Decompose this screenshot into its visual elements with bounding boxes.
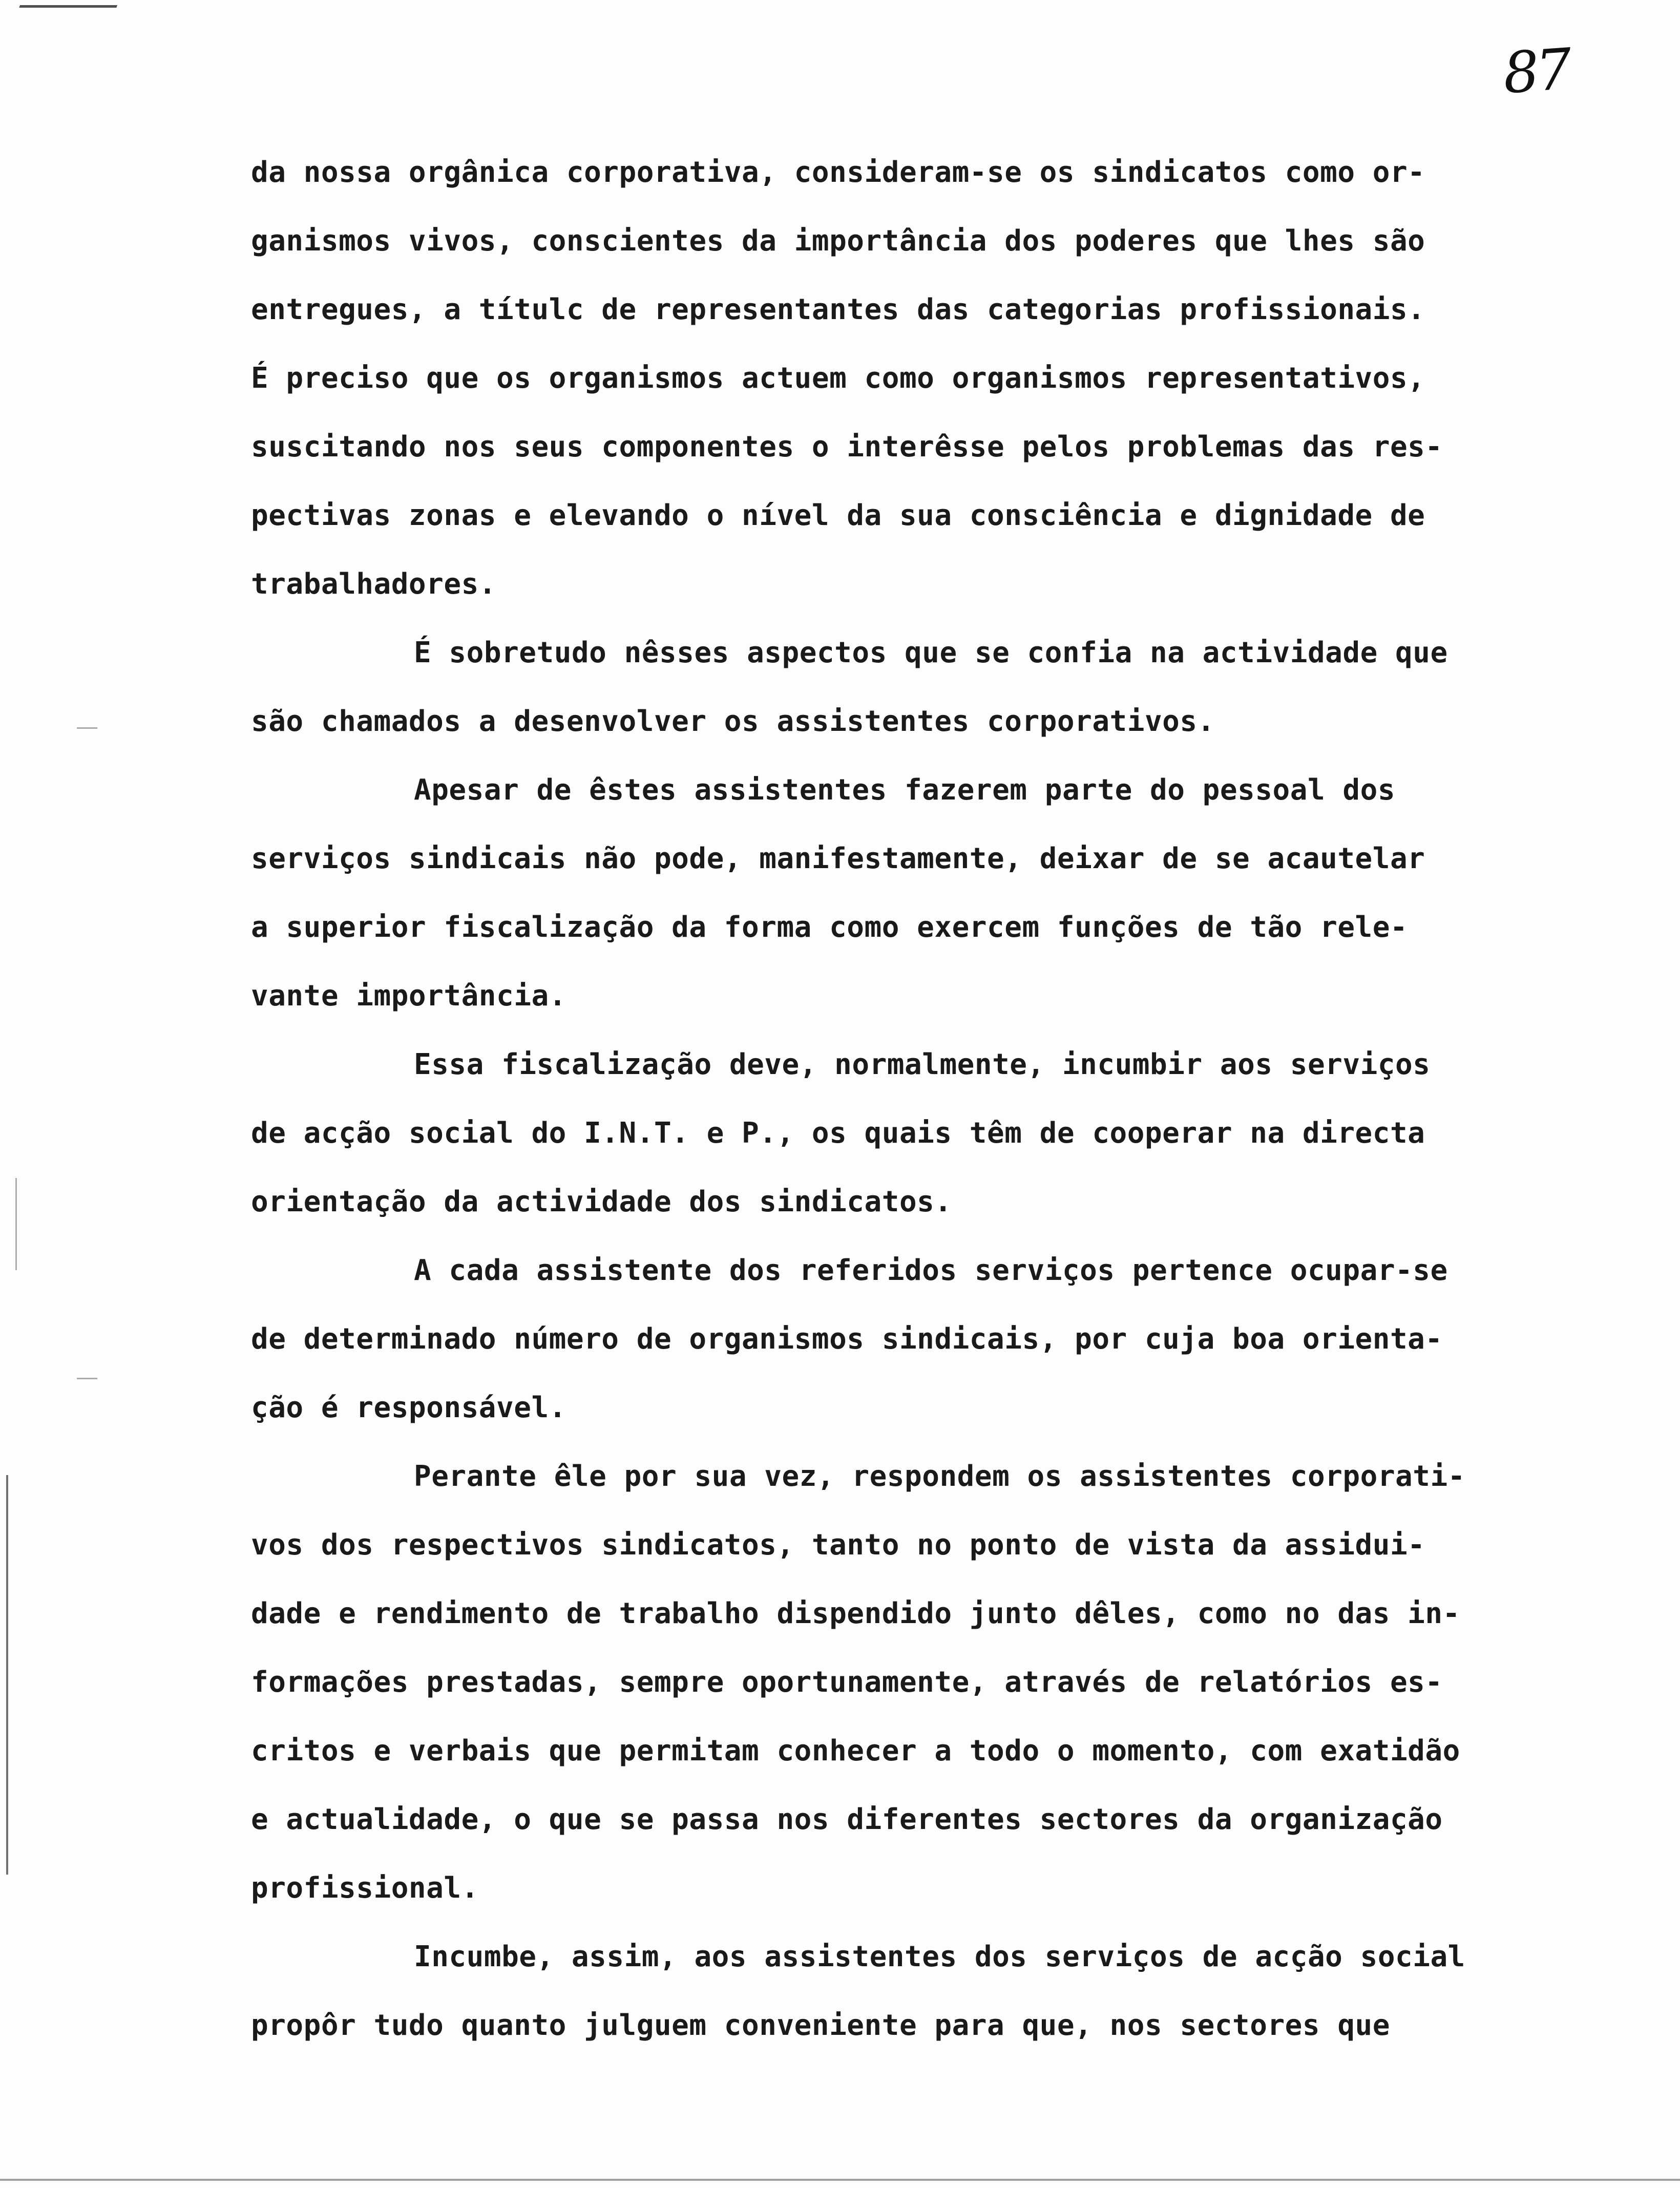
text-line: serviços sindicais não pode, manifestamente, deixar de se acautelar (251, 842, 1425, 875)
text-line: É sobretudo nêsses aspectos que se confia na actividade que (414, 636, 1448, 669)
text-line: suscitando nos seus componentes o interêsse pelos problemas das res- (251, 430, 1443, 464)
text-line: Incumbe, assim, aos assistentes dos serviços de acção social (414, 1940, 1465, 1973)
text-line: vante importância. (251, 979, 566, 1013)
text-line: É preciso que os organismos actuem como organismos representativos, (251, 362, 1425, 395)
text-line: ganismos vivos, conscientes da importância dos poderes que lhes são (251, 224, 1425, 258)
text-line: ção é responsável. (251, 1391, 566, 1424)
scan-left-edge-line (15, 1178, 17, 1270)
text-line: a superior fiscalização da forma como exercem funções de tão rele- (251, 911, 1408, 944)
margin-tick (77, 1378, 97, 1379)
text-line: orientação da actividade dos sindicatos. (251, 1185, 952, 1218)
handwritten-page-number: 87 (1501, 36, 1571, 107)
text-line: Essa fiscalização deve, normalmente, incumbir aos serviços (414, 1048, 1431, 1081)
text-line: trabalhadores. (251, 567, 497, 601)
text-line: da nossa orgânica corporativa, consideram-se os sindicatos como or- (251, 156, 1425, 189)
text-line: e actualidade, o que se passa nos diferentes sectores da organização (251, 1803, 1443, 1836)
text-line: profissional. (251, 1871, 479, 1905)
text-line: vos dos respectivos sindicatos, tanto no ponto de vista da assidui- (251, 1528, 1425, 1562)
margin-tick (77, 727, 97, 729)
text-line: são chamados a desenvolver os assistentes corporativos. (251, 705, 1215, 738)
text-line: entregues, a títulc de representantes das categorias profissionais. (251, 293, 1425, 326)
text-line: propôr tudo quanto julguem conveniente para que, nos sectores que (251, 2009, 1390, 2042)
typewritten-text-body (251, 138, 1644, 2060)
text-line: critos e verbais que permitam conhecer a todo o momento, com exatidão (251, 1734, 1460, 1768)
text-line: de acção social do I.N.T. e P., os quais têm de cooperar na directa (251, 1117, 1425, 1150)
text-line: Apesar de êstes assistentes fazerem parte do pessoal dos (414, 773, 1396, 807)
scan-bottom-edge (0, 2179, 1680, 2188)
text-line: pectivas zonas e elevando o nível da sua consciência e dignidade de (251, 499, 1425, 532)
text-line: dade e rendimento de trabalho dispendido junto dêles, como no das in- (251, 1597, 1460, 1630)
text-line: Perante êle por sua vez, respondem os assistentes corporati- (414, 1460, 1465, 1493)
text-line: formações prestadas, sempre oportunamente, através de relatórios es- (251, 1666, 1443, 1699)
text-line: A cada assistente dos referidos serviços pertence ocupar-se (414, 1254, 1448, 1287)
scan-edge-mark (19, 0, 119, 8)
text-line: de determinado número de organismos sindicais, por cuja boa orienta- (251, 1322, 1443, 1356)
scan-left-edge-line (6, 1475, 8, 1875)
